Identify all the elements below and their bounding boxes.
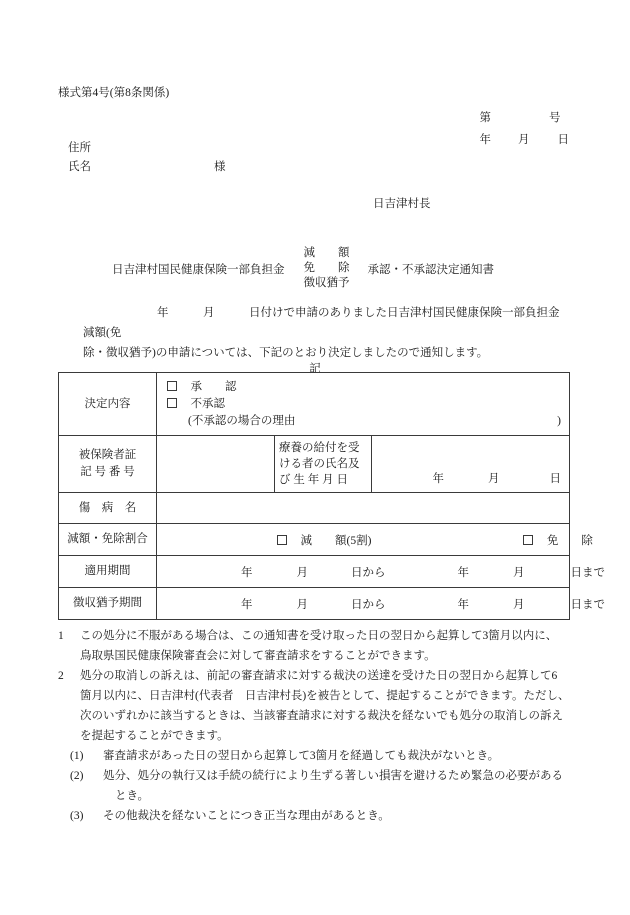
- decision-content-label: 決定内容: [84, 397, 131, 410]
- defer-from-day: 日から: [351, 598, 386, 611]
- insured-label-line2: 記 号 番 号: [80, 466, 135, 478]
- addressee-honorific: 様: [214, 161, 226, 173]
- note-sub-item-2: [58, 766, 570, 806]
- note-item-2: [58, 666, 570, 746]
- row-label-defer-period: [59, 588, 157, 620]
- defer-period-inner: [157, 588, 605, 619]
- form-code: 様式第4号(第8条関係): [58, 87, 170, 99]
- document-date-day: 日: [557, 133, 569, 146]
- note-sub-3-number: (3): [70, 810, 84, 822]
- note-sub-2-line1: 処分、処分の執行又は手続の続行により生ずる著しい損害を避けるため緊急の必要がある: [103, 770, 563, 782]
- note-1-number: 1: [58, 630, 64, 642]
- note-2-number: 2: [58, 670, 64, 682]
- option-reject-label: 不承認: [190, 398, 225, 410]
- ki-marker: 記: [309, 363, 321, 375]
- recipient-label-line1: 療養の給付を受: [279, 442, 360, 454]
- recipient-dob-month: 月: [488, 473, 500, 485]
- apply-to-day: 日まで: [570, 566, 605, 579]
- note-sub-1-text: 審査請求があった日の翌日から起算して3箇月を経過しても裁決がないとき。: [103, 750, 500, 762]
- document-date-row: [468, 123, 569, 158]
- apply-period-label: 適用期間: [84, 565, 131, 577]
- note-sub-item-3: [58, 806, 570, 826]
- note-sub-1-number: (1): [70, 750, 84, 762]
- disease-name-field[interactable]: [157, 493, 570, 524]
- document-number-suffix: 号: [549, 111, 561, 124]
- recipient-dob-year: 年: [432, 473, 444, 485]
- checkbox-exemption-icon[interactable]: [523, 535, 533, 545]
- note-2-line2: 箇月以内に、日吉津村(代表者 日吉津村長)を被告として、提起することができます。ただし、: [80, 690, 570, 702]
- apply-to-month: 月: [513, 566, 525, 579]
- note-1-line1: この処分に不服がある場合は、この通知書を受け取った日の翌日から起算して3箇月以内に、: [80, 630, 558, 642]
- defer-period-label: 徴収猶予期間: [73, 597, 142, 609]
- rate-options-inner: [157, 524, 593, 555]
- recipient-name-dob-field[interactable]: [372, 436, 570, 493]
- defer-to-day: 日まで: [570, 598, 605, 611]
- option-exemption-label: 免 除: [546, 534, 593, 547]
- table-row-disease: [59, 493, 570, 524]
- title-kind-reduction: 減 額: [303, 247, 350, 259]
- row-label-disease: [59, 493, 157, 524]
- apply-from-year: 年: [241, 566, 253, 579]
- insured-number-field[interactable]: [157, 436, 275, 493]
- table-row-apply-period: [59, 556, 570, 588]
- note-2-line4: を提起することができます。: [80, 730, 229, 742]
- disease-label: 傷 病 名: [78, 501, 137, 514]
- title-kind-deferment: 徴収猶予: [303, 277, 350, 289]
- defer-period-field[interactable]: [157, 588, 605, 620]
- document-title: [112, 246, 494, 291]
- title-kind-list: [304, 246, 350, 291]
- body-lead-rest: 除・徴収猶予)の申請については、下記のとおり決定しましたので通知します。: [83, 347, 489, 359]
- apply-to-year: 年: [457, 566, 469, 579]
- note-2-line3: 次のいずれかに該当するときは、当該審査請求に対する裁決を経ないでも処分の取消しの訴え: [80, 710, 563, 722]
- document-date-year: 年: [479, 133, 491, 146]
- reject-reason-label: (不承認の場合の理由: [188, 415, 296, 427]
- apply-period-inner: [157, 556, 605, 587]
- document-date-month: 月: [518, 133, 530, 146]
- rate-label: 減額・免除割合: [67, 533, 148, 545]
- apply-period-field[interactable]: [157, 556, 605, 588]
- note-item-1: [58, 626, 570, 666]
- body-paragraph: [83, 303, 570, 363]
- table-row-defer-period: [59, 588, 570, 620]
- recipient-name-dob-label: [275, 436, 372, 493]
- title-subject: 日吉津村国民健康保険一部負担金: [112, 263, 285, 276]
- body-lead-date: 年 月 日付けで申請のありました日吉津村国民健康保険一部負担金減額(免: [83, 307, 560, 339]
- note-sub-2-number: (2): [70, 770, 84, 782]
- apply-from-day: 日から: [351, 566, 386, 579]
- table-row-insured: [59, 436, 570, 493]
- option-exemption[interactable]: [523, 532, 593, 548]
- checkbox-reject-icon[interactable]: [167, 398, 177, 408]
- addressee-address-label: 住所: [68, 142, 91, 154]
- decision-content-options: [157, 373, 570, 436]
- note-sub-3-text: その他裁決を経ないことにつき正当な理由があるとき。: [103, 810, 390, 822]
- title-kind-exemption: 免 除: [303, 262, 350, 274]
- option-reduction-label: 減 額(5割): [300, 534, 372, 547]
- row-label-decision-content: [59, 373, 157, 436]
- addressee-name-label: 氏名: [68, 161, 91, 173]
- rate-options: [157, 524, 593, 556]
- note-2-line1: 処分の取消しの訴えは、前記の審査請求に対する裁決の送達を受けた日の翌日から起算して6: [80, 670, 558, 682]
- title-decision: 承認・不承認決定通知書: [367, 263, 494, 276]
- checkbox-approve-icon[interactable]: [167, 381, 177, 391]
- defer-to-year: 年: [457, 598, 469, 611]
- option-approve-label: 承 認: [190, 381, 237, 393]
- recipient-label-line3: び 生 年 月 日: [279, 474, 348, 486]
- note-sub-2-line2: とき。: [115, 790, 150, 802]
- note-1-line2: 鳥取県国民健康保険審査会に対して審査請求をすることができます。: [80, 650, 436, 662]
- decision-table: [58, 372, 605, 620]
- apply-from-month: 月: [296, 566, 308, 579]
- option-reduction[interactable]: [277, 532, 371, 548]
- option-approve[interactable]: [167, 379, 569, 396]
- reject-reason-close-paren: ): [557, 415, 561, 427]
- recipient-label-line2: ける者の氏名及: [279, 458, 360, 470]
- insured-label-line1: 被保険者証: [78, 449, 137, 461]
- defer-from-year: 年: [241, 598, 253, 611]
- defer-from-month: 月: [296, 598, 308, 611]
- row-label-insured: [59, 436, 157, 493]
- recipient-dob-day: 日: [549, 473, 561, 485]
- note-sub-item-1: [58, 746, 570, 766]
- table-row-rate: [59, 524, 570, 556]
- checkbox-reduction-icon[interactable]: [277, 535, 287, 545]
- recipient-dob-placeholders: [372, 470, 561, 486]
- row-label-rate: [59, 524, 157, 556]
- defer-to-month: 月: [513, 598, 525, 611]
- option-reject[interactable]: [167, 396, 569, 413]
- issuer-name: 日吉津村長: [373, 198, 431, 210]
- notes-section: [58, 626, 570, 826]
- table-row-decision-content: [59, 373, 570, 436]
- reject-reason-field[interactable]: [167, 413, 569, 430]
- document-number-label: 第: [479, 111, 491, 124]
- row-label-apply-period: [59, 556, 157, 588]
